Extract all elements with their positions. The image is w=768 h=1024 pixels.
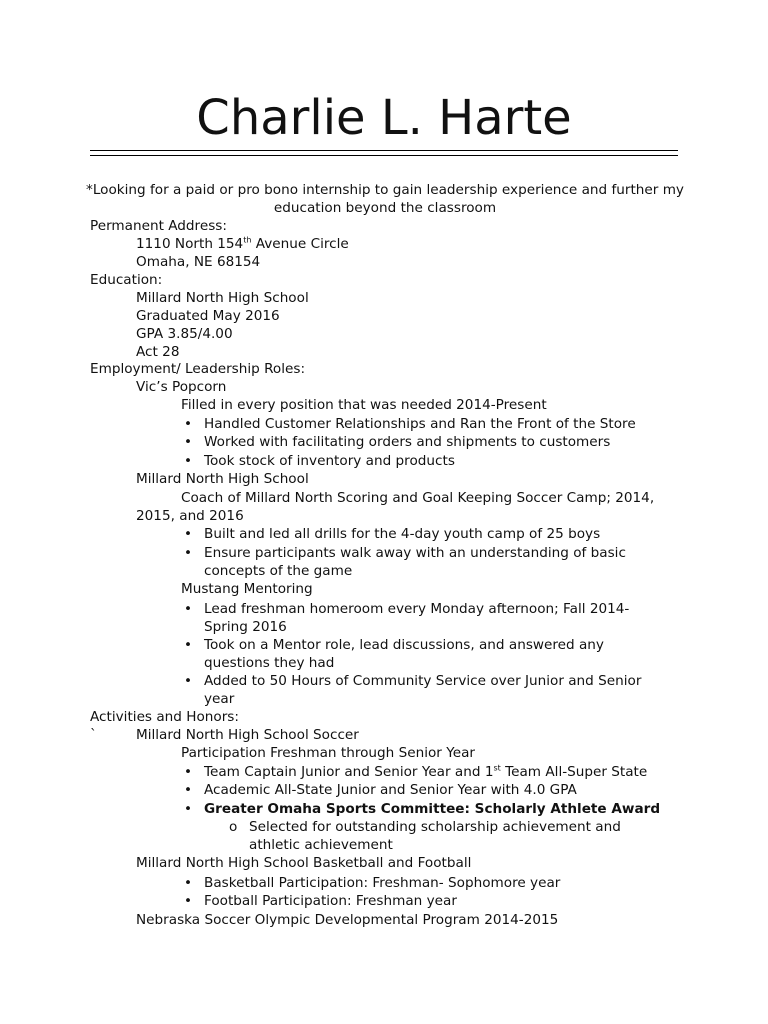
employer-vics: Vic’s Popcorn	[136, 379, 227, 395]
sub-list-item-continued: athletic achievement	[249, 837, 393, 853]
bullet-icon: •	[184, 893, 193, 909]
activity-soccer: Millard North High School Soccer	[136, 727, 359, 743]
address-heading: Permanent Address:	[90, 218, 227, 234]
education-graduated: Graduated May 2016	[136, 308, 280, 324]
bullet-icon: •	[184, 637, 193, 653]
objective-statement: *Looking for a paid or pro bono internship to gain leadership experience and further my education beyond the classroom	[86, 182, 684, 216]
activities-heading: Activities and Honors:	[90, 709, 239, 725]
list-item-continued: year	[204, 691, 235, 707]
vics-role: Filled in every position that was needed 2014-Present	[181, 397, 547, 413]
bullet-icon: •	[184, 801, 193, 817]
award-title: Greater Omaha Sports Committee: Scholarly Athlete Award	[204, 801, 661, 817]
education-heading: Education:	[90, 272, 163, 288]
list-item: Basketball Participation: Freshman- Sophomore year	[204, 875, 561, 891]
bullet-icon: •	[184, 875, 193, 891]
resume-name: Charlie L. Harte	[196, 90, 572, 146]
bullet-icon: •	[184, 673, 193, 689]
bullet-icon: •	[184, 434, 193, 450]
list-item-continued: Spring 2016	[204, 619, 287, 635]
bullet-icon: •	[184, 453, 193, 469]
header-rule-bottom	[90, 155, 678, 156]
stray-mark: `	[90, 727, 97, 743]
mentoring-role: Mustang Mentoring	[181, 581, 313, 597]
list-item: Ensure participants walk away with an understanding of basic	[204, 545, 626, 561]
mnhs-role-line-2: 2015, and 2016	[136, 508, 244, 524]
bullet-icon: •	[184, 782, 193, 798]
bullet-icon: •	[184, 526, 193, 542]
employer-mnhs: Millard North High School	[136, 471, 309, 487]
sub-bullet-icon: o	[229, 819, 238, 835]
bullet-icon: •	[184, 764, 193, 780]
list-item: Added to 50 Hours of Community Service over Junior and Senior	[204, 673, 642, 689]
education-act: Act 28	[136, 344, 180, 360]
list-item: Worked with facilitating orders and shipments to customers	[204, 434, 611, 450]
list-item: Built and led all drills for the 4-day youth camp of 25 boys	[204, 526, 601, 542]
address-line-2: Omaha, NE 68154	[136, 254, 261, 270]
education-school: Millard North High School	[136, 290, 309, 306]
bullet-icon: •	[184, 601, 193, 617]
employment-heading: Employment/ Leadership Roles:	[90, 361, 306, 377]
activity-basketball-football: Millard North High School Basketball and Football	[136, 855, 472, 871]
sub-list-item: Selected for outstanding scholarship achievement and	[249, 819, 621, 835]
list-item: Lead freshman homeroom every Monday afternoon; Fall 2014-	[204, 601, 630, 617]
list-item: Academic All-State Junior and Senior Year with 4.0 GPA	[204, 782, 577, 798]
mnhs-role-line-1: Coach of Millard North Scoring and Goal Keeping Soccer Camp; 2014,	[181, 490, 655, 506]
bullet-icon: •	[184, 545, 193, 561]
list-item: Football Participation: Freshman year	[204, 893, 457, 909]
education-gpa: GPA 3.85/4.00	[136, 326, 233, 342]
list-item: Handled Customer Relationships and Ran the Front of the Store	[204, 416, 636, 432]
list-item-continued: questions they had	[204, 655, 335, 671]
list-item: Took on a Mentor role, lead discussions, and answered any	[204, 637, 604, 653]
bullet-icon: •	[184, 416, 193, 432]
list-item: Took stock of inventory and products	[204, 453, 455, 469]
address-line-1: 1110 North 154th Avenue Circle	[136, 235, 349, 252]
list-item-continued: concepts of the game	[204, 563, 353, 579]
list-item: Team Captain Junior and Senior Year and 1st Team All-Super State	[204, 763, 648, 780]
activity-odp: Nebraska Soccer Olympic Developmental Program 2014-2015	[136, 912, 559, 928]
header-rule-top	[90, 150, 678, 151]
soccer-role: Participation Freshman through Senior Year	[181, 745, 475, 761]
